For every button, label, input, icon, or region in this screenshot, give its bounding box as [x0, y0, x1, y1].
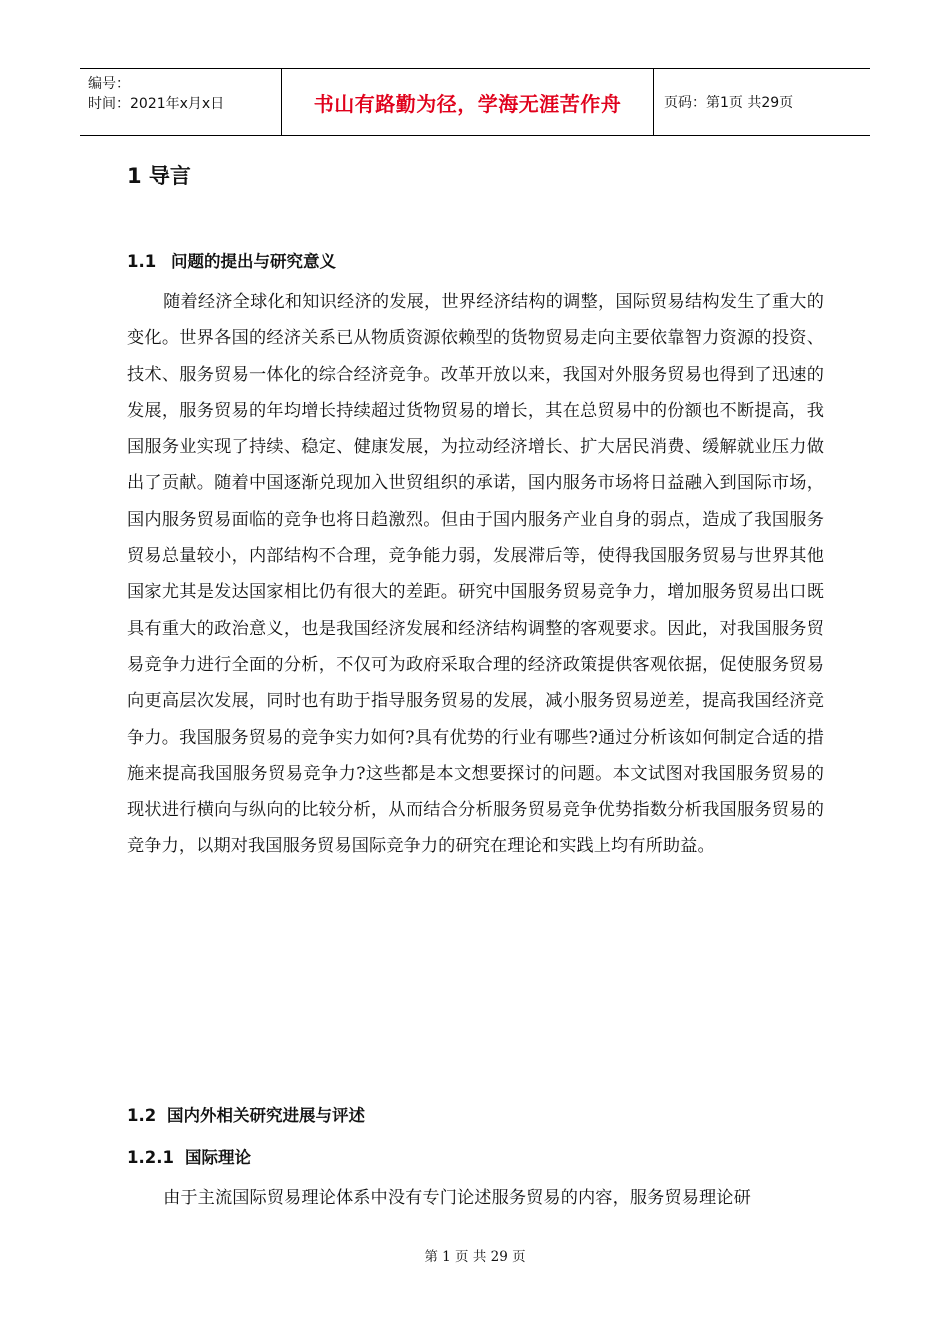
section-heading-1-2 [127, 1102, 365, 1126]
subsection-number: 1.2.1 [127, 1148, 174, 1167]
page-footer: 第 1 页 共 29 页 [424, 1249, 526, 1265]
header-page-info: 页码：第1页 共29页 [664, 95, 794, 111]
page-header [80, 68, 870, 136]
section-title: 国内外相关研究进展与评述 [167, 1106, 365, 1125]
section-heading-1-1 [127, 248, 336, 272]
section-number: 1.1 [127, 252, 157, 271]
header-motto: 书山有路勤为径，学海无涯苦作舟 [282, 69, 654, 135]
subsection-heading-1-2-1 [127, 1144, 251, 1168]
body-paragraph: 随着经济全球化和知识经济的发展，世界经济结构的调整，国际贸易结构发生了重大的变化。世界各国的经济关系已从物质资源依赖型的货物贸易走向主要依靠智力资源的投资、技术、服务贸易一体化的综合经济竞争。改革开放以来，我国对外服务贸易也得到了迅速的发展，服务贸易的年均增长持续超过货物贸易的增长，其在总贸易中的份额也不断提高，我国服务业实现了持续、稳定、健康发展，为拉动经济增长、扩大居民消费、缓解就业压力做出了贡献。随着中国逐渐兑现加入世贸组织的承诺，国内服务市场将日益融入到国际市场，国内服务贸易面临的竞争也将日趋激烈。但由于国内服务产业自身的弱点，造成了我国服务贸易总量较小，内部结构不合理，竞争能力弱，发展滞后等，使得我国服务贸易与世界其他国家尤其是发达国家相比仍有很大的差距。研究中国服务贸易竞争力，增加服务贸易出口既具有重大的政治意义，也是我国经济发展和经济结构调整的客观要求。因此，对我国服务贸易竞争力进行全面的分析，不仅可为政府采取合理的经济政策提供客观依据，促使服务贸易向更高层次发展，同时也有助于指导服务贸易的发展，减小服务贸易逆差，提高我国经济竞争力。我国服务贸易的竞争实力如何?具有优势的行业有哪些?通过分析该如何制定合适的措施来提高我国服务贸易竞争力?这些都是本文想要探讨的问题。本文试图对我国服务贸易的现状进行横向与纵向的比较分析，从而结合分析服务贸易竞争优势指数分析我国服务贸易的竞争力，以期对我国服务贸易国际竞争力的研究在理论和实践上均有所助益。 [127, 292, 824, 857]
body-paragraph: 由于主流国际贸易理论体系中没有专门论述服务贸易的内容，服务贸易理论研 [163, 1188, 751, 1208]
chapter-title: 1 导言 [127, 164, 191, 188]
section-title: 问题的提出与研究意义 [171, 252, 336, 271]
subsection-title: 国际理论 [185, 1148, 251, 1167]
document-number-label: 编号： [88, 76, 130, 92]
section-number: 1.2 [127, 1106, 157, 1125]
header-meta [80, 69, 282, 135]
document-date: 时间：2021年x月x日 [88, 96, 225, 112]
